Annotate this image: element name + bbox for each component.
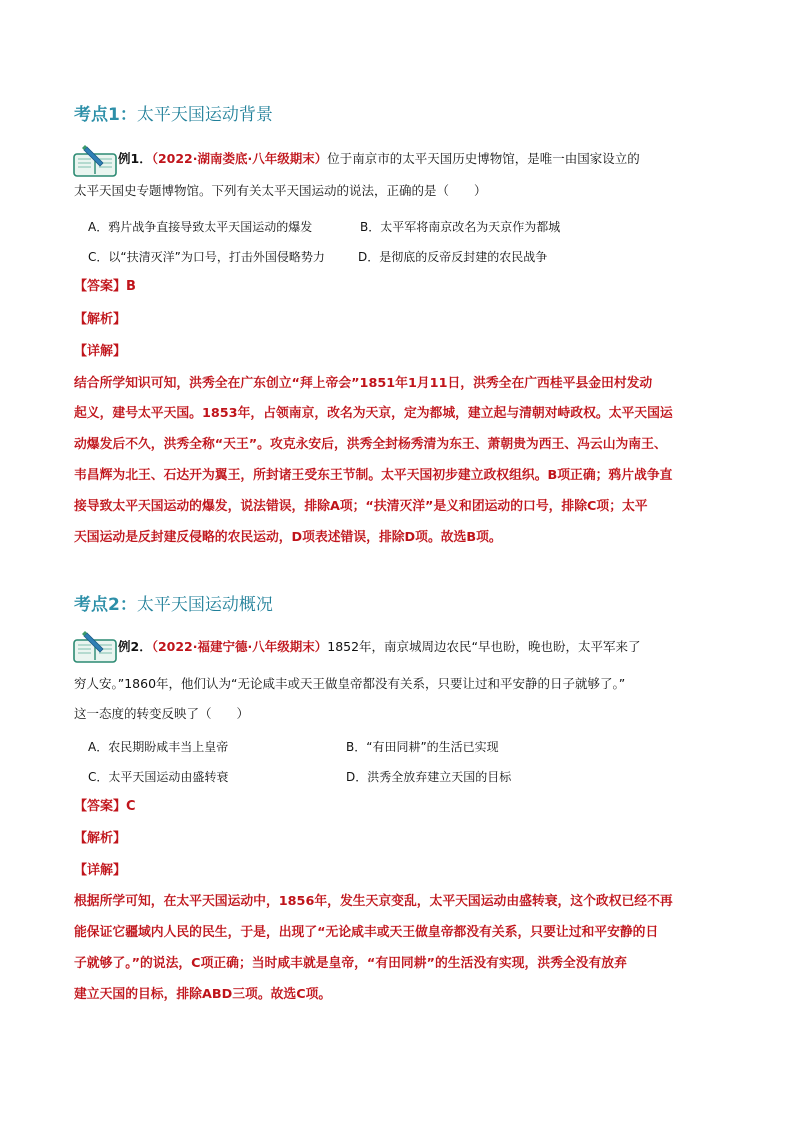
answer-label: 【答案】 <box>74 799 127 814</box>
explanation-line: 起义，建号太平天国。1853年，占领南京，改名为天京，定为都城，建立起与清朝对峙政权。太平天国运 <box>74 406 673 421</box>
option-c: C．以“扶清灭洋”为口号，打击外国侵略势力 <box>88 250 325 264</box>
question-2-line-2: 穷人安。”1860年，他们认为“无论咸丰或天王做皇帝都没有关系，只要让过和平安静的日子就够了。” <box>74 676 626 691</box>
option-a: A．鸦片战争直接导致太平天国运动的爆发 <box>88 220 313 234</box>
explanation-line: 能保证它疆域内人民的民生，于是，出现了“无论咸丰或天王做皇帝都没有关系，只要让过和平安静的日 <box>74 925 659 940</box>
section-title: 太平天国运动概况 <box>136 595 273 615</box>
answer-value: B <box>126 279 136 294</box>
section-heading-2 <box>74 594 273 616</box>
detail-label: 【详解】 <box>74 863 127 878</box>
explanation-line: 建立天国的目标，排除ABD三项。故选C项。 <box>74 987 332 1002</box>
section-label: 考点1： <box>74 105 137 125</box>
book-pencil-icon <box>73 630 117 664</box>
answer-row <box>74 278 136 296</box>
analysis-label: 【解析】 <box>74 312 127 327</box>
option-a: A．农民期盼咸丰当上皇帝 <box>88 740 229 754</box>
question-number: 例1． <box>118 151 152 166</box>
analysis-label: 【解析】 <box>74 831 127 846</box>
section-heading-1 <box>74 104 273 126</box>
option-b: B．“有田同耕”的生活已实现 <box>346 740 499 754</box>
section-title: 太平天国运动背景 <box>136 105 273 125</box>
explanation-line: 天国运动是反封建反侵略的农民运动，D项表述错误，排除D项。故选B项。 <box>74 530 502 545</box>
book-pencil-icon <box>73 144 117 178</box>
option-d: D．洪秀全放弃建立天国的目标 <box>346 770 512 784</box>
question-2-line-1 <box>118 638 738 656</box>
option-c: C．太平天国运动由盛转衰 <box>88 770 229 784</box>
question-source: （2022·福建宁德·八年级期末） <box>151 639 328 654</box>
question-text: 位于南京市的太平天国历史博物馆，是唯一由国家设立的 <box>327 151 640 166</box>
detail-label: 【详解】 <box>74 344 127 359</box>
explanation-line: 根据所学可知，在太平天国运动中，1856年，发生天京变乱，太平天国运动由盛转衰，这个政权已经不再 <box>74 894 673 909</box>
explanation-line: 子就够了。”的说法，C项正确；当时咸丰就是皇帝，“有田同耕”的生活没有实现，洪秀全没有放弃 <box>74 956 627 971</box>
question-1-line-2: 太平天国史专题博物馆。下列有关太平天国运动的说法，正确的是（ ） <box>74 183 487 198</box>
explanation-line: 结合所学知识可知，洪秀全在广东创立“拜上帝会”1851年1月11日，洪秀全在广西桂平县金田村发动 <box>74 376 653 391</box>
option-d: D．是彻底的反帝反封建的农民战争 <box>358 250 548 264</box>
question-1-line-1 <box>118 150 738 168</box>
question-source: （2022·湖南娄底·八年级期末） <box>151 151 328 166</box>
explanation-line: 韦昌辉为北王、石达开为翼王，所封诸王受东王节制。太平天国初步建立政权组织。B项正确；鸦片战争直 <box>74 468 673 483</box>
answer-row <box>74 798 136 816</box>
explanation-line: 动爆发后不久，洪秀全称“天王”。攻克永安后，洪秀全封杨秀清为东王、萧朝贵为西王、冯云山为南王、 <box>74 437 667 452</box>
section-label: 考点2： <box>74 595 137 615</box>
question-text: 1852年，南京城周边农民“早也盼，晚也盼，太平军来了 <box>327 639 641 654</box>
explanation-line: 接导致太平天国运动的爆发，说法错误，排除A项；“扶清灭洋”是义和团运动的口号，排除C项；太平 <box>74 499 648 514</box>
answer-label: 【答案】 <box>74 279 127 294</box>
question-2-line-3: 这一态度的转变反映了（ ） <box>74 706 250 721</box>
option-b: B．太平军将南京改名为天京作为都城 <box>360 220 561 234</box>
question-number: 例2． <box>118 639 152 654</box>
answer-value: C <box>126 799 136 814</box>
